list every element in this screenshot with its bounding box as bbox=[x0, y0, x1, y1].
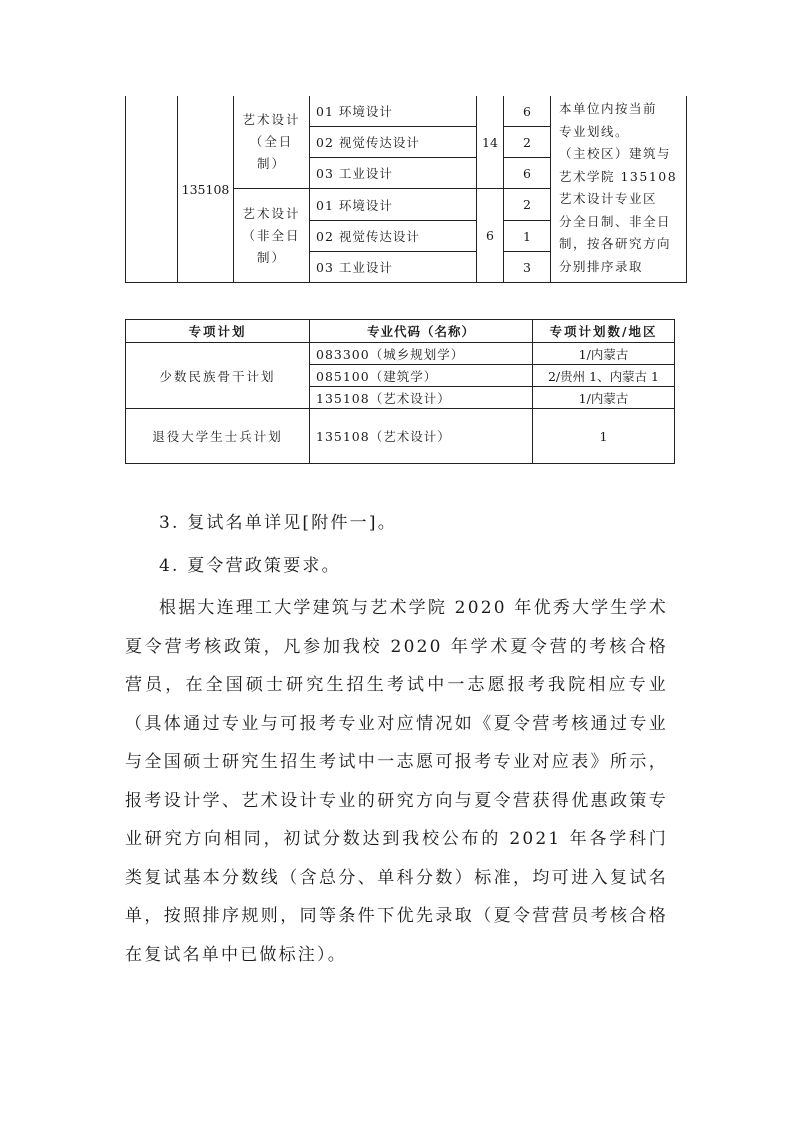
plan-quota-cell: 2/贵州 1、内蒙古 1 bbox=[533, 365, 675, 387]
major-name-line: 艺术设计 bbox=[242, 205, 301, 221]
item-4-text: 4. 夏令营政策要求。 bbox=[159, 556, 341, 576]
direction-cell: 01 环境设计 bbox=[310, 189, 477, 221]
note-line: 制，按各研究方向 bbox=[559, 236, 672, 251]
column-header: 专项计划 bbox=[126, 320, 310, 343]
plan-quota-cell: 1 bbox=[533, 409, 675, 464]
direction-count-cell: 6 bbox=[504, 158, 551, 189]
group-total-cell: 6 bbox=[477, 189, 504, 283]
note-line: 分全日制、非全日 bbox=[559, 213, 672, 229]
major-name-line: 制） bbox=[256, 249, 286, 265]
direction-cell: 02 视觉传达设计 bbox=[310, 221, 477, 252]
group-total-cell: 14 bbox=[477, 96, 504, 189]
enrollment-table bbox=[125, 96, 687, 283]
major-name-cell bbox=[234, 96, 310, 189]
direction-count-cell: 3 bbox=[504, 252, 551, 283]
direction-cell: 01 环境设计 bbox=[310, 96, 477, 127]
table-row bbox=[126, 409, 675, 464]
plan-quota-cell: 1/内蒙古 bbox=[533, 387, 675, 409]
table-header-row bbox=[126, 320, 675, 343]
direction-count-cell: 2 bbox=[504, 189, 551, 221]
plan-major-cell: 135108（艺术设计） bbox=[310, 387, 533, 409]
policy-paragraph: 根据大连理工大学建筑与艺术学院 2020 年优秀大学生学术夏令营考核政策，凡参加我校 2020 年学术夏令营的考核合格营员，在全国硕士研究生招生考试中一志愿报考我院相应专业（具体通过专业与可报考专业对应情况如《夏令营考核通过专业与全国硕士研究生招生考试中一志愿可报考专业对应表》所示，报考设计学、艺术设计专业的研究方向与夏令营获得优惠政策专业研究方向相同，初试分数达到我校公布的 2021 年各学科门类复试基本分数线（含总分、单科分数）标准，均可进入复试名单，按照排序规则，同等条件下优先录取（夏令营营员考核合格在复试名单中已做标注）。 bbox=[125, 598, 668, 965]
plan-major-cell: 083300（城乡规划学） bbox=[310, 343, 533, 365]
plan-major-cell: 135108（艺术设计） bbox=[310, 409, 533, 464]
note-line: 专业划线。 bbox=[559, 123, 630, 139]
empty-cell bbox=[126, 96, 178, 283]
note-line: 艺术设计专业区 bbox=[559, 191, 658, 206]
major-name-line: （全日 bbox=[249, 134, 294, 149]
note-line: 艺术学院 135108 bbox=[559, 168, 678, 184]
table-row bbox=[126, 96, 687, 127]
plan-name-cell: 少数民族骨干计划 bbox=[126, 343, 310, 409]
major-name-line: （非全日 bbox=[242, 227, 301, 243]
major-code-cell: 135108 bbox=[178, 96, 234, 283]
item-3-text: 3. 复试名单详见[附件一]。 bbox=[159, 513, 397, 533]
plan-major-cell: 085100（建筑学） bbox=[310, 365, 533, 387]
note-line: 分别排序录取 bbox=[559, 258, 644, 274]
column-header: 专业代码（名称） bbox=[310, 320, 533, 343]
plan-quota-cell: 1/内蒙古 bbox=[533, 343, 675, 365]
table-row bbox=[126, 343, 675, 365]
direction-count-cell: 1 bbox=[504, 221, 551, 252]
major-name-line: 艺术设计 bbox=[242, 112, 301, 127]
column-header: 专项计划数/地区 bbox=[533, 320, 675, 343]
special-plan-table bbox=[125, 319, 675, 464]
direction-cell: 03 工业设计 bbox=[310, 252, 477, 283]
direction-count-cell: 6 bbox=[504, 96, 551, 127]
plan-name-cell: 退役大学生士兵计划 bbox=[126, 409, 310, 464]
direction-cell: 02 视觉传达设计 bbox=[310, 127, 477, 158]
major-name-line: 制） bbox=[256, 156, 286, 171]
note-cell bbox=[551, 96, 687, 283]
major-name-cell bbox=[234, 189, 310, 283]
note-line: 本单位内按当前 bbox=[559, 101, 658, 116]
direction-cell: 03 工业设计 bbox=[310, 158, 477, 189]
direction-count-cell: 2 bbox=[504, 127, 551, 158]
note-line: （主校区）建筑与 bbox=[559, 146, 672, 161]
